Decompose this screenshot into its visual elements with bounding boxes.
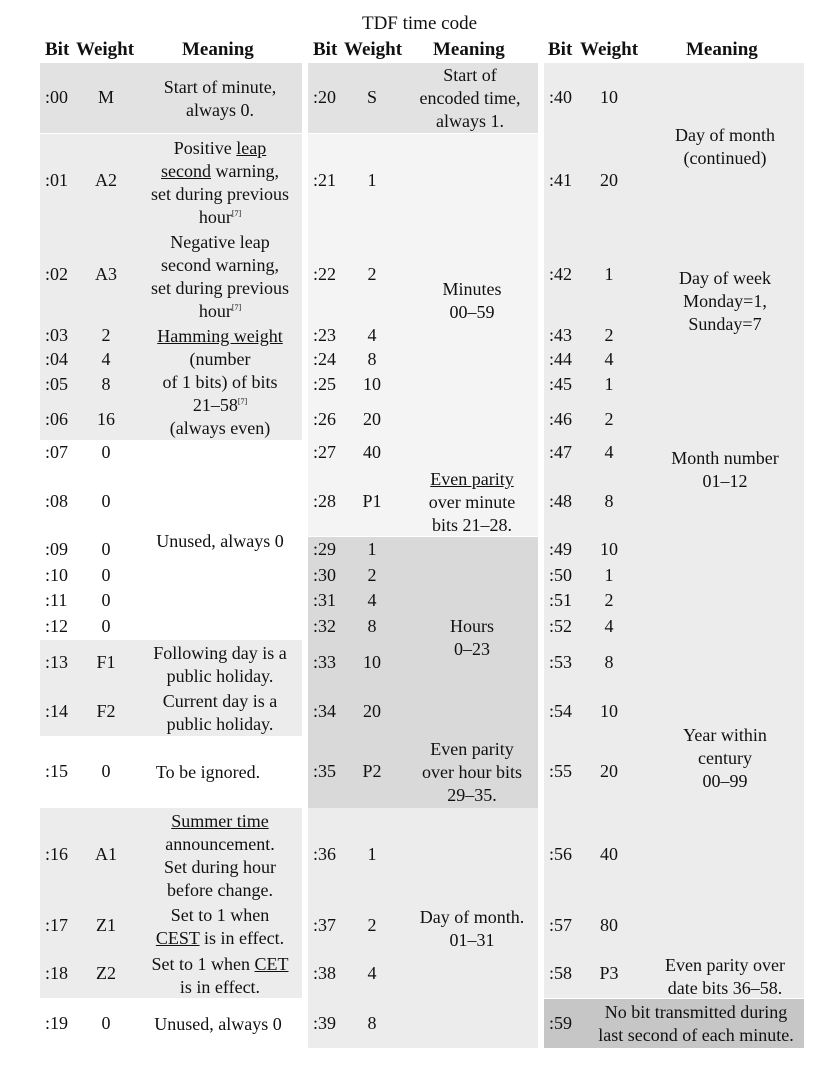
bit-weight: A3 [95,264,117,284]
bit-weight: 20 [600,170,618,190]
bit-weight: 8 [367,349,377,369]
footnote-ref[interactable]: [7] [231,209,242,218]
bit-weight: 2 [367,264,377,284]
footnote-ref[interactable]: [7] [231,303,242,312]
bit-number: :35 [313,761,337,781]
bit-weight: 2 [367,565,377,585]
bit-number: :16 [45,844,69,864]
bit-number: :47 [549,442,573,462]
bit-weight: 0 [101,761,111,781]
bit-number: :26 [313,409,337,429]
bit-number: :05 [45,374,69,394]
bit-weight: Z1 [96,915,116,935]
bit-number: :54 [549,701,573,721]
bit-weight: 4 [604,442,614,462]
meaning-ignored: To be ignored. [155,762,261,782]
meaning-negative-leap: Negative leap second warning, set during previous hour[7] [151,232,289,321]
bit-weight: 1 [604,374,614,394]
bit-weight: 8 [604,491,614,511]
bit-number: :53 [549,652,573,672]
meaning-hours: Hours 0–23 [450,616,494,659]
meaning-unused: Unused, always 0 [156,531,284,551]
bit-number: :51 [549,590,573,610]
meaning-parity-minute: Even parity over minute bits 21–28. [382,468,562,537]
bit-number: :50 [549,565,573,585]
bit-number: :10 [45,565,69,585]
header-meaning: Meaning [182,39,254,60]
bit-number: :31 [313,590,337,610]
bit-number: :32 [313,616,337,636]
bit-number: :23 [313,325,337,345]
meaning-start-of-minute: Start of minute, always 0. [163,77,277,120]
bit-weight: 2 [604,409,614,429]
meaning-unused: Unused, always 0 [154,1014,282,1034]
bit-weight: 10 [600,701,618,721]
meaning-summer-time: Summer time announcement. Set during hour before change. [130,810,310,902]
bit-number: :30 [313,565,337,585]
bit-number: :06 [45,409,69,429]
bit-weight: 8 [367,1013,377,1033]
meaning-minutes: Minutes 00–59 [442,279,502,322]
bit-number: :22 [313,264,337,284]
bit-number: :29 [313,539,337,559]
bit-weight: 0 [101,539,111,559]
summer-time-link[interactable]: Summer time [171,811,269,831]
bit-weight: Z2 [96,963,116,983]
meaning-start-encoded: Start of encoded time, always 1. [419,65,521,131]
bit-number: :34 [313,701,337,721]
bit-number: :28 [313,491,337,511]
bit-number: :59 [549,1013,573,1033]
bit-number: :19 [45,1013,69,1033]
bit-number: :01 [45,170,69,190]
header-weight: Weight [344,39,403,60]
bit-weight: 10 [363,652,381,672]
bit-number: :24 [313,349,337,369]
bit-weight: 80 [600,915,618,935]
bit-number: :39 [313,1013,337,1033]
bit-number: :25 [313,374,337,394]
meaning-day-of-month-continued: Day of month (continued) [675,125,775,168]
bit-number: :41 [549,170,573,190]
bit-number: :03 [45,325,69,345]
meaning-parity-date: Even parity over date bits 36–58. [665,955,785,998]
bit-number: :40 [549,87,573,107]
header-weight: Weight [76,39,135,60]
bit-number: :57 [549,915,573,935]
bit-weight: 4 [367,590,377,610]
header-meaning: Meaning [686,39,758,60]
cet-link[interactable]: CET [254,954,289,974]
bit-number: :00 [45,87,69,107]
bit-weight: 40 [363,442,381,462]
bit-number: :12 [45,616,69,636]
bit-number: :52 [549,616,573,636]
bit-weight: 4 [367,325,377,345]
bit-weight: P3 [599,963,619,983]
bit-number: :27 [313,442,337,462]
bit-number: :37 [313,915,337,935]
footnote-ref[interactable]: [7] [237,397,248,406]
bit-weight: 10 [363,374,381,394]
bit-weight: 8 [101,374,111,394]
bit-weight: 1 [604,264,614,284]
bit-weight: 2 [604,325,614,345]
meaning-cest: Set to 1 when CEST is in effect. [155,905,285,948]
bit-weight: 20 [600,761,618,781]
bit-weight: M [97,87,114,107]
meaning-positive-leap: Positive leap second warning, set during previous hour[7] [151,138,289,227]
bit-weight: A1 [95,844,117,864]
bit-number: :36 [313,844,337,864]
bit-number: :44 [549,349,573,369]
bit-number: :15 [45,761,69,781]
bit-weight: 1 [367,844,377,864]
bit-weight: 8 [367,616,377,636]
meaning-day-of-week: Day of week Monday=1, Sunday=7 [679,268,771,334]
bit-number: :09 [45,539,69,559]
bit-weight: A2 [95,170,117,190]
bit-weight: P1 [362,491,382,511]
bit-number: :55 [549,761,573,781]
bit-weight: 0 [101,442,111,462]
bit-weight: 4 [604,349,614,369]
bit-weight: 1 [367,539,377,559]
cest-link[interactable]: CEST [155,928,200,948]
meaning-day-of-month: Day of month. 01–31 [419,907,525,950]
bit-number: :17 [45,915,69,935]
header-bit: Bit [45,39,70,60]
bit-weight: 0 [101,590,111,610]
bit-number: :33 [313,652,337,672]
bit-weight: 20 [363,701,381,721]
bit-weight: F1 [96,652,116,672]
meaning-no-bit: No bit transmitted during last second of each minute. [598,1002,794,1045]
bit-number: :02 [45,264,69,284]
bit-number: :38 [313,963,337,983]
bit-number: :08 [45,491,69,511]
bit-number: :14 [45,701,69,721]
hamming-weight-link[interactable]: Hamming weight [157,326,283,346]
bit-number: :13 [45,652,69,672]
bit-number: :42 [549,264,573,284]
bit-weight: 0 [101,565,111,585]
meaning-month: Month number 01–12 [671,448,779,491]
bit-weight: F2 [96,701,116,721]
meaning-current-day: Current day is a public holiday. [162,691,278,734]
bit-weight: 16 [97,409,115,429]
header-bit: Bit [313,39,338,60]
bit-number: :20 [313,87,337,107]
meaning-parity-hour: Even parity over hour bits 29–35. [422,739,522,805]
bit-number: :21 [313,170,337,190]
bit-weight: 1 [367,170,377,190]
bit-weight: 20 [363,409,381,429]
bit-number: :58 [549,963,573,983]
bit-weight: 1 [604,565,614,585]
bit-weight: 0 [101,491,111,511]
bit-weight: 4 [367,963,377,983]
bit-weight: S [366,87,377,107]
header-bit: Bit [548,39,573,60]
bit-number: :43 [549,325,573,345]
bit-weight: 4 [101,349,111,369]
bit-number: :04 [45,349,69,369]
header-meaning: Meaning [433,39,505,60]
bit-weight: 8 [604,652,614,672]
meaning-year: Year within century 00–99 [683,725,767,791]
bit-weight: 2 [367,915,377,935]
bit-number: :11 [45,590,68,610]
even-parity-link[interactable]: Even parity [430,469,514,489]
leap-second-link[interactable]: second [161,161,211,181]
bit-number: :48 [549,491,573,511]
bit-number: :18 [45,963,69,983]
bit-number: :45 [549,374,573,394]
header-weight: Weight [580,39,639,60]
bit-weight: 0 [101,616,111,636]
meaning-following-day: Following day is a public holiday. [153,643,287,686]
bit-weight: 40 [600,844,618,864]
bit-weight: 2 [604,590,614,610]
meaning-hamming: Hamming weight (number of 1 bits) of bits 21–58[7] (always even) [130,325,310,440]
bit-weight: 4 [604,616,614,636]
meaning-cet: Set to 1 when CET is in effect. [151,954,289,997]
bit-weight: 0 [101,1013,111,1033]
bit-weight: P2 [362,761,382,781]
bit-number: :46 [549,409,573,429]
bit-weight: 10 [600,539,618,559]
bit-number: :56 [549,844,573,864]
bit-weight: 2 [101,325,111,345]
table-title: TDF time code [361,13,478,34]
leap-second-link[interactable]: leap [236,138,267,158]
bit-weight: 10 [600,87,618,107]
bit-number: :07 [45,442,69,462]
bit-number: :49 [549,539,573,559]
